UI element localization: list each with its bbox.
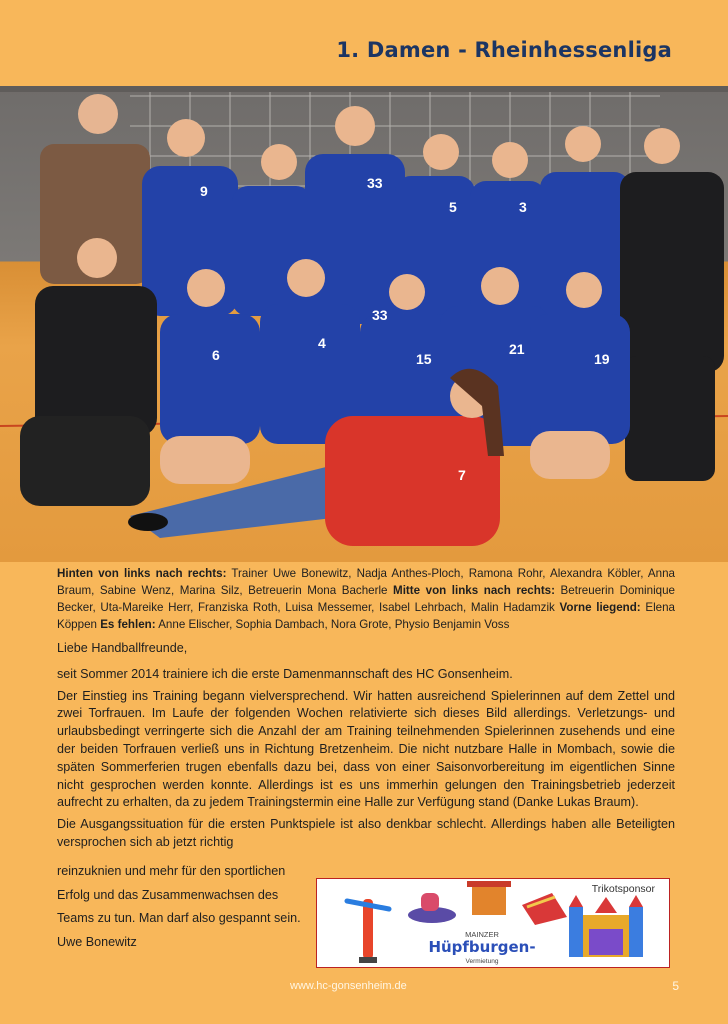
jersey-number: 7 [458,467,466,483]
sponsor-label: Trikotsponsor [591,883,655,895]
jersey-number: 19 [594,351,610,367]
caption-text: Betreuerin Dominique Becker, Uta-Mareike Herr, Franziska Roth, Luisa Messemer, Isabel Lehrbach, Malin Hadamzik [57,584,675,614]
caption-text: Anne Elischer, Sophia Dambach, Nora Grote, Physio Benjamin Voss [155,618,510,631]
caption-label: Mitte von links nach rechts: [393,584,555,597]
letter-line: Erfolg und das Zusammenwachsen des [57,887,279,902]
caption-text: Elena Köppen [57,601,676,631]
letter-body [57,640,675,856]
letter-signature: Uwe Bonewitz [57,934,137,949]
sponsor-logo-sub: Vermietung [465,958,499,965]
jersey-number: 33 [367,175,383,191]
bouncy-castle-large-icon [569,895,643,957]
sponsor-ad [316,878,670,968]
sponsor-logo-main: Hüpfburgen- [428,938,536,956]
jersey-number: 6 [212,347,220,363]
page-number: 5 [672,979,679,993]
bouncy-slide-icon [522,893,567,925]
jersey-number: 15 [416,351,432,367]
caption-label: Hinten von links nach rechts: [57,567,227,580]
letter-paragraph: seit Sommer 2014 trainiere ich die erste Damenmannschaft des HC Gonsenheim. [57,666,513,681]
photo-caption [57,565,675,633]
caption-text: Trainer Uwe Bonewitz, Nadja Anthes-Ploch, Ramona Rohr, Alexandra Köbler, Anna Braum, Sabine Wenz, Marina Silz, Betreuerin Mona Bacherle [57,567,676,597]
jersey-number: 3 [519,199,527,215]
letter-paragraph: Die Ausgangssituation für die ersten Punktspiele ist also denkbar schlecht. Allerdings haben alle Beteiligten versprochen sich ab jetzt richtig [57,817,675,849]
sponsor-logo-top: MAINZER [465,930,499,939]
page-title: 1. Damen - Rheinhessenliga [336,38,672,62]
letter-narrow-column [57,860,312,954]
tube-man-icon [347,899,389,963]
caption-label: Es fehlen: [100,618,156,631]
bouncy-castle-icon [467,881,511,915]
jersey-number: 4 [318,335,326,351]
jersey-number: 33 [372,307,388,323]
letter-paragraph: Der Einstieg ins Training begann vielversprechend. Wir hatten ausreichend Spielerinnen auf dem Zettel und zwei Torfrauen. Im Laufe der folgenden Wochen relativierte sich dieses Bild allerdings. Verletzungs- und urlaubsbedingt verringerte sich die Anzahl der am Training teilnehmenden Spielerinnen zusehends und eine der beiden Torfrauen verließ uns in Richtung Bretzenheim. Die nicht nutzbare Halle in Mombach, sowie die späten Sommerferien trugen ebenfalls dazu bei, dass von einer Saisonvorbereitung im eigentlichen Sinne nicht gesprochen werden konnte. Allerdings ist es uns immerhin gelungen den Trainingsbetrieb jederzeit aufrecht zu erhalten, da zu jedem Trainingstermin eine Halle zur Verfügung stand (Danke Lukas Braum). [57,688,675,810]
team-photo [0,86,728,562]
jersey-number: 9 [200,183,208,199]
bouncy-animal-icon [408,893,456,923]
jersey-number: 21 [509,341,525,357]
letter-line: reinzuknien und mehr für den sportlichen [57,864,286,878]
caption-label: Vorne liegend: [559,601,641,614]
jersey-number: 5 [449,199,457,215]
letter-line: Teams zu tun. Man darf also gespannt sein. [57,911,301,925]
letter-greeting: Liebe Handballfreunde, [57,641,188,655]
footer-url: www.hc-gonsenheim.de [290,980,407,992]
